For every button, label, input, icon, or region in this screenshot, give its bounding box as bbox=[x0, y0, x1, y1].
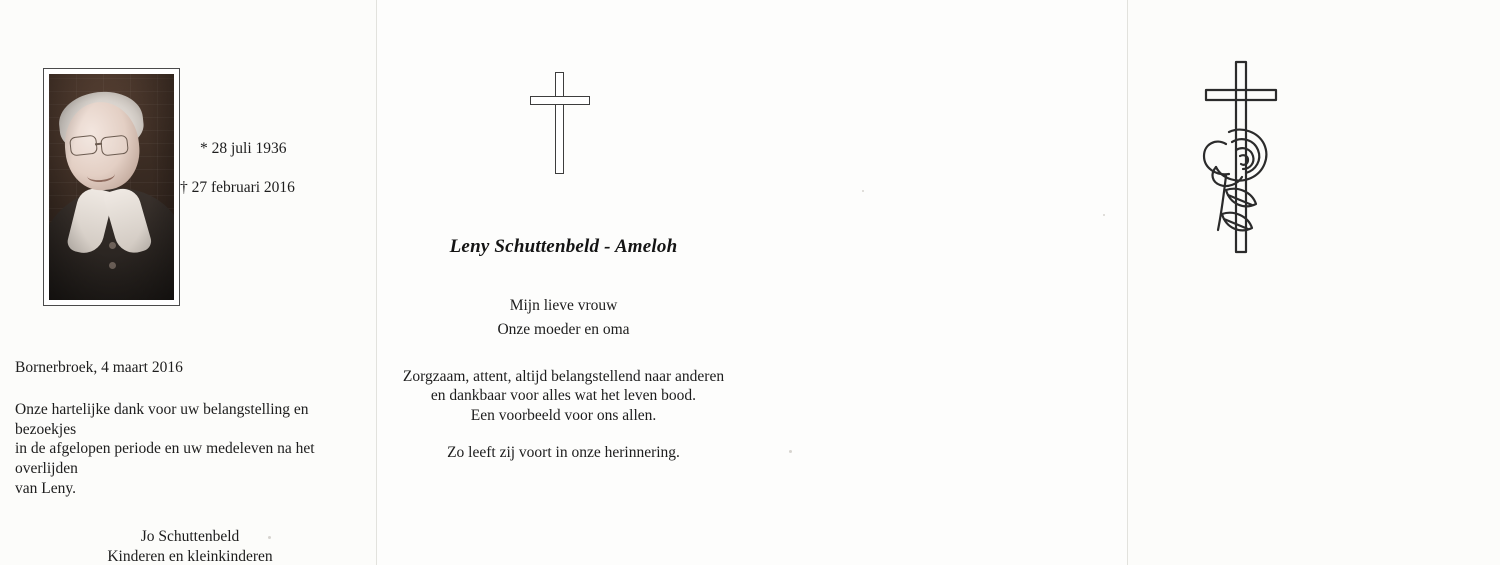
latin-cross-icon bbox=[530, 72, 588, 172]
fold-line-right bbox=[1127, 0, 1128, 565]
memorial-verse bbox=[0, 367, 1127, 463]
portrait-photo-frame bbox=[43, 68, 180, 306]
relation-line: Mijn lieve vrouw bbox=[509, 297, 618, 314]
middle-panel bbox=[376, 0, 1127, 565]
place-and-date: Bornerbroek, 4 maart 2016 bbox=[15, 359, 183, 376]
verse-line: Een voorbeeld voor ons allen. bbox=[470, 406, 657, 424]
paper-speck bbox=[1103, 214, 1105, 216]
paper-speck bbox=[862, 190, 864, 192]
birth-date: * 28 juli 1936 bbox=[200, 140, 287, 157]
life-dates bbox=[180, 140, 370, 197]
verse-line: en dankbaar voor alles wat het leven bood. bbox=[430, 387, 697, 405]
thanks-line: Onze hartelijke dank voor uw belangstelling en bezoekjes bbox=[15, 400, 309, 438]
verse-spacer bbox=[0, 425, 1127, 443]
relation-text bbox=[0, 294, 1127, 342]
cross-with-rose-icon bbox=[1196, 58, 1306, 258]
cross-horizontal-bar bbox=[530, 96, 590, 105]
deceased-name: Leny Schuttenbeld - Ameloh bbox=[449, 236, 678, 257]
photo-vignette bbox=[49, 74, 174, 300]
death-date: † 27 februari 2016 bbox=[180, 179, 295, 197]
verse-line: Zorgzaam, attent, altijd belangstellend naar anderen bbox=[402, 368, 725, 385]
thanks-line: in de afgelopen periode en uw medeleven na het overlijden bbox=[15, 440, 315, 478]
right-panel bbox=[1127, 0, 1500, 565]
portrait-photo bbox=[49, 74, 174, 300]
signature-line: Jo Schuttenbeld bbox=[140, 527, 240, 545]
signature-block bbox=[15, 527, 365, 567]
thanks-line: van Leny. bbox=[15, 480, 76, 498]
cross-vertical-bar bbox=[555, 72, 564, 174]
verse-closing-line: Zo leeft zij voort in onze herinnering. bbox=[447, 444, 680, 462]
fold-line-left bbox=[376, 0, 377, 565]
signature-line: Kinderen en kleinkinderen bbox=[107, 547, 273, 565]
relation-line: Onze moeder en oma bbox=[497, 321, 630, 339]
